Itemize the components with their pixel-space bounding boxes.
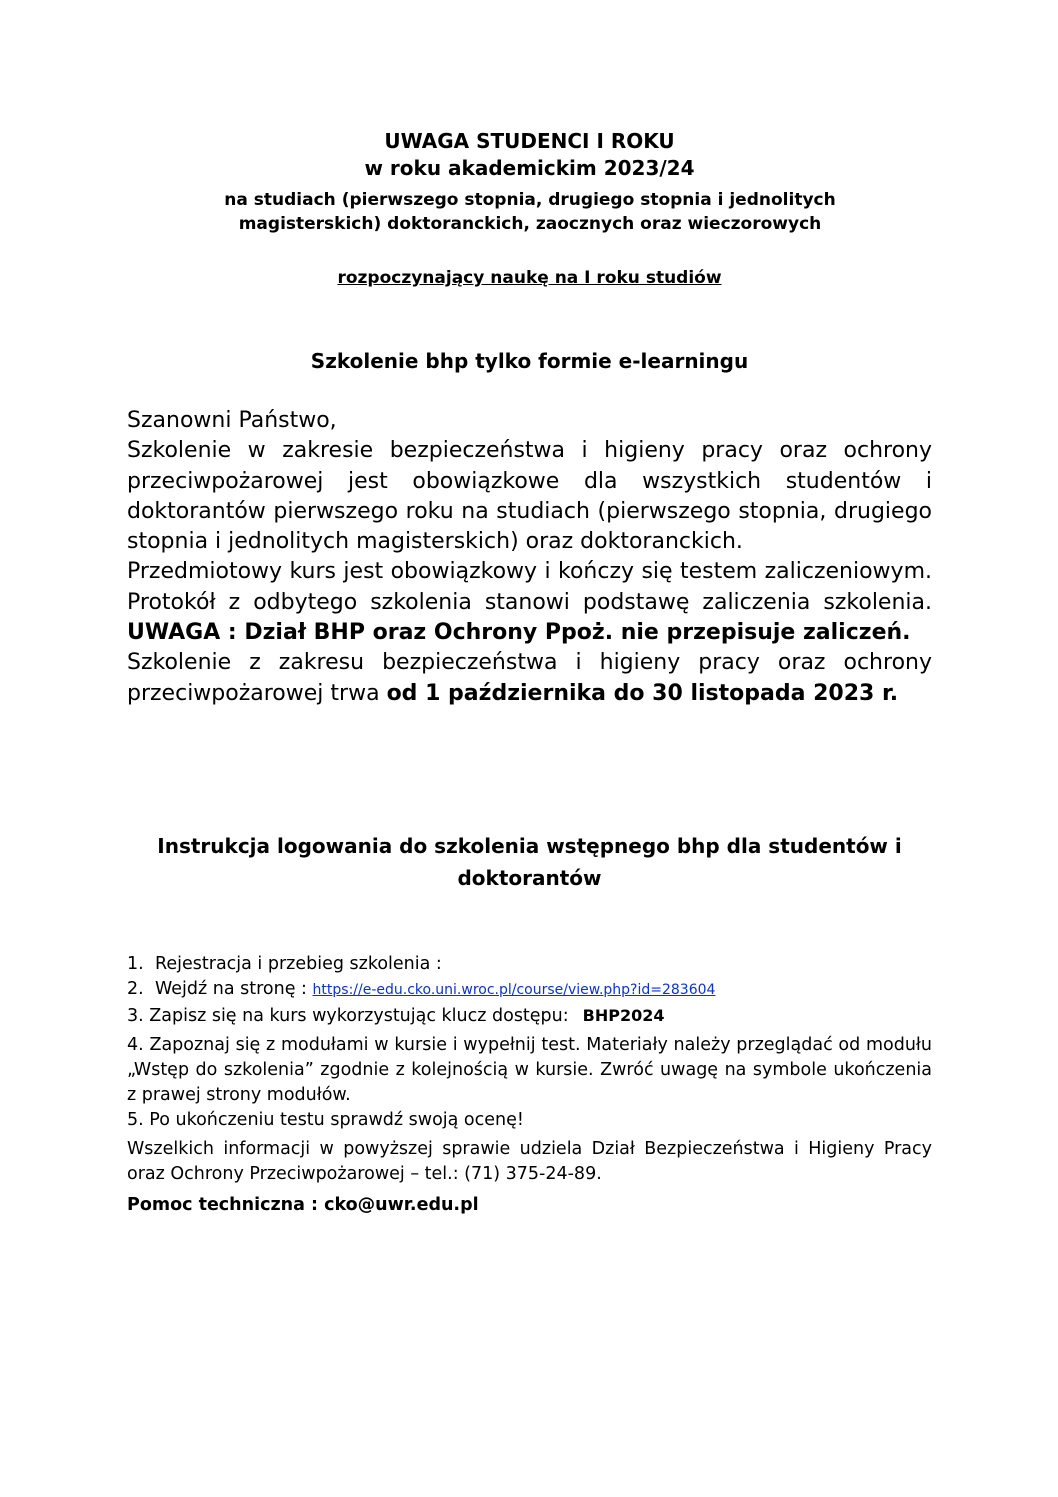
list-item-number: 3. bbox=[127, 1006, 144, 1026]
instructions-list bbox=[127, 952, 932, 1218]
section-heading-instructions: Instrukcja logowania do szkolenia wstępnego bhp dla studentów i doktorantów bbox=[157, 834, 902, 890]
list-item bbox=[127, 1033, 932, 1108]
list-item-text: Zapoznaj się z modułami w kursie i wypełnij test. Materiały należy przeglądać od modułu „Wstęp do szkolenia” zgodnie z kolejnością w kursie. Zwróć uwagę na symbole ukończenia z prawej strony modułów. bbox=[127, 1035, 932, 1105]
course-link[interactable]: https://e-edu.cko.uni.wroc.pl/course/view.php?id=283604 bbox=[312, 982, 716, 998]
subtitle bbox=[120, 188, 940, 236]
paragraph-duration bbox=[127, 648, 932, 709]
list-item bbox=[127, 1108, 932, 1133]
list-item-number: 4. bbox=[127, 1035, 144, 1055]
warning-text: UWAGA : Dział BHP oraz Ochrony Ppoż. nie przepisuje zaliczeń. bbox=[127, 620, 911, 646]
paragraph-duration-text: Szkolenie z zakresu bezpieczeństwa i higieny pracy oraz ochrony przeciwpożarowej trwa bbox=[127, 650, 932, 706]
paragraph-obligation: Szkolenie w zakresie bezpieczeństwa i higieny pracy oraz ochrony przeciwpożarowej jest obowiązkowe dla wszystkich studentów i doktorantów pierwszego roku na studiach (pierwszego stopnia, drugiego stopnia i jednolitych magisterskich) oraz doktoranckich. bbox=[127, 438, 932, 555]
list-item-text: Rejestracja i przebieg szkolenia : bbox=[155, 954, 442, 974]
duration-dates: od 1 października do 30 listopada 2023 r. bbox=[386, 680, 899, 706]
subtitle-line-2: magisterskich) doktoranckich, zaocznych oraz wieczorowych bbox=[238, 214, 822, 234]
main-body bbox=[127, 406, 932, 709]
subtitle-line-1: na studiach (pierwszego stopnia, drugiego stopnia i jednolitych bbox=[224, 190, 836, 210]
list-item bbox=[127, 952, 932, 977]
contact-info: Wszelkich informacji w powyższej sprawie udziela Dział Bezpieczeństwa i Higieny Pracy oraz Ochrony Przeciwpożarowej – tel.: (71) 375-24-89. bbox=[127, 1139, 932, 1184]
section-heading-elearning: Szkolenie bhp tylko formie e-learningu bbox=[310, 349, 749, 373]
list-item bbox=[127, 977, 932, 1003]
underlined-note bbox=[127, 266, 932, 290]
list-item-text: Zapisz się na kurs wykorzystując klucz dostępu: bbox=[149, 1006, 569, 1026]
greeting: Szanowni Państwo, bbox=[127, 408, 337, 433]
paragraph-course bbox=[127, 557, 932, 648]
technical-help: Pomoc techniczna : cko@uwr.edu.pl bbox=[127, 1195, 479, 1215]
list-item-number: 5. bbox=[127, 1110, 144, 1130]
access-key: BHP2024 bbox=[582, 1006, 665, 1025]
list-item-number: 1. bbox=[127, 954, 144, 974]
list-item-number: 2. bbox=[127, 979, 144, 999]
paragraph-course-text: Przedmiotowy kurs jest obowiązkowy i kończy się testem zaliczeniowym. Protokół z odbytego szkolenia stanowi podstawę zaliczenia szkolenia. bbox=[127, 559, 932, 615]
title-line-1: UWAGA STUDENCI I ROKU bbox=[384, 129, 675, 153]
title-line-2: w roku akademickim 2023/24 bbox=[364, 156, 695, 180]
underlined-note-text: rozpoczynający naukę na I roku studiów bbox=[337, 268, 722, 288]
list-item-text: Wejdź na stronę : bbox=[155, 979, 307, 999]
list-item-text: Po ukończeniu testu sprawdź swoją ocenę! bbox=[149, 1110, 524, 1130]
list-item bbox=[127, 1003, 932, 1029]
